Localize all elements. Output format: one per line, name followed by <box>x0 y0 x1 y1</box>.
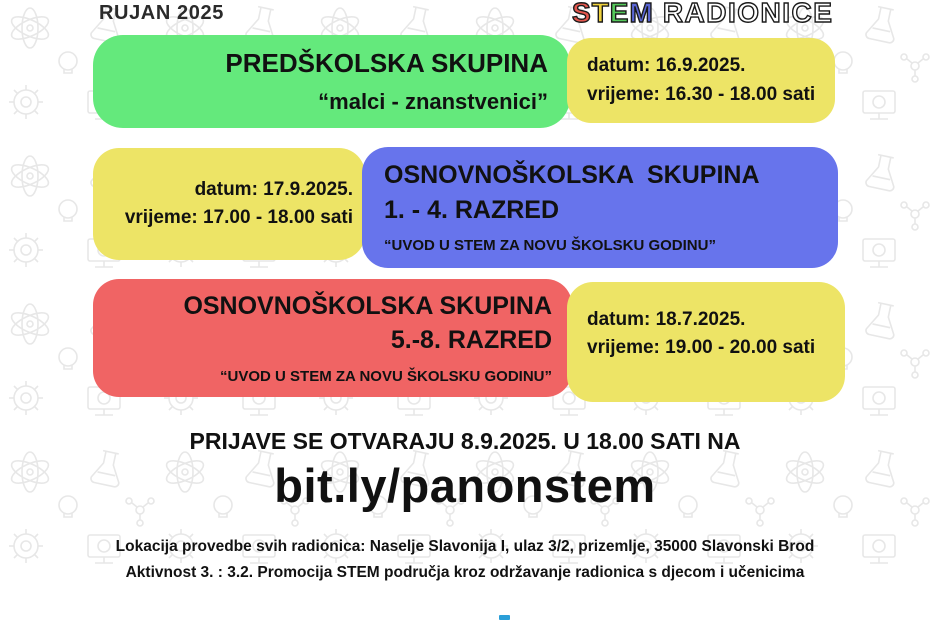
signup-link: bit.ly/panonstem <box>274 459 656 512</box>
grade1-4-grade: 1. - 4. RAZRED <box>384 195 560 224</box>
grade5-8-time: vrijeme: 19.00 - 20.00 sati <box>587 337 816 358</box>
signup-announcement: PRIJAVE SE OTVARAJU 8.9.2025. U 18.00 SATI NA <box>189 428 741 454</box>
preschool-group-panel <box>93 35 570 128</box>
preschool-group-title: PREDŠKOLSKA SKUPINA <box>225 47 548 78</box>
grade1-4-theme: “UVOD U STEM ZA NOVU ŠKOLSKU GODINU” <box>384 237 716 255</box>
logo-letter-m: M <box>629 0 654 28</box>
grade5-8-datetime-panel <box>567 282 845 402</box>
grade5-8-date: datum: 18.7.2025. <box>587 308 746 330</box>
grade5-8-theme: “UVOD U STEM ZA NOVU ŠKOLSKU GODINU” <box>220 367 552 385</box>
preschool-group-subtitle: “malci - znanstvenici” <box>318 88 548 114</box>
grade1-4-date: datum: 17.9.2025. <box>194 178 353 200</box>
grade5-8-group-panel <box>93 279 572 397</box>
location-info: Lokacija provedbe svih radionica: Naselje Slavonija I, ulaz 3/2, prizemlje, 35000 Slavonski Brod <box>115 538 815 555</box>
grade1-4-group-panel <box>362 147 838 268</box>
cutoff-logo-mark <box>499 615 510 620</box>
grade1-4-time: vrijeme: 17.00 - 18.00 sati <box>124 207 353 228</box>
preschool-time: vrijeme: 16.30 - 18.00 sati <box>587 83 816 105</box>
month-label: RUJAN 2025 <box>99 2 224 24</box>
logo-word-radionice: RADIONICE <box>662 0 834 28</box>
logo-letter-s: S <box>572 0 592 28</box>
grade5-8-group-title: OSNOVNOŠKOLSKA SKUPINA <box>183 291 552 320</box>
activity-info: Aktivnost 3. : 3.2. Promocija STEM područja kroz održavanje radionica s djecom i učenicima <box>125 564 805 581</box>
grade5-8-grade: 5.-8. RAZRED <box>390 326 552 355</box>
grade1-4-datetime-panel <box>93 148 365 260</box>
preschool-date: datum: 16.9.2025. <box>587 55 746 76</box>
logo-letter-e: E <box>609 0 630 28</box>
grade1-4-group-title: OSNOVNOŠKOLSKA SKUPINA <box>384 161 760 190</box>
logo-letter-t: T <box>591 0 610 28</box>
preschool-datetime-panel <box>567 38 835 123</box>
stem-radionice-logo <box>572 0 833 29</box>
